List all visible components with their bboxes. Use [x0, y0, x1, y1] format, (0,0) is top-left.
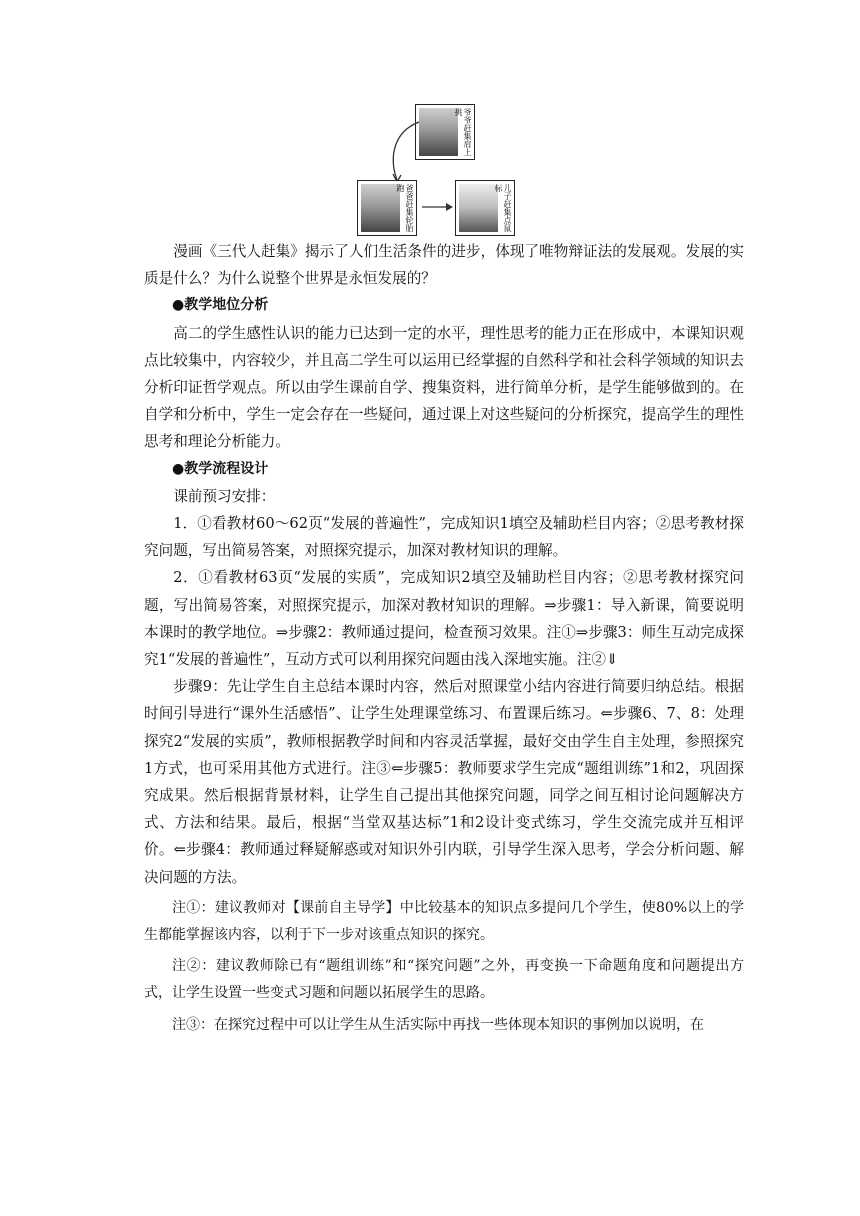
- flow-steps-paragraph: 步骤9：先让学生自主总结本课时内容，然后对照课堂小结内容进行简要归纳总结。根据时间引导进行“课外生活感悟”、让学生处理课堂练习、布置课后练习。⇐步骤6、7、8：处理探究2“发展的实质”，教师根据教学时间和内容灵活掌握，最好交由学生自主处理，参照探究1方式，也可采用其他方式进行。注③⇐步骤5：教师要求学生完成“题组训练”1和2，巩固探究成果。然后根据背景材料，让学生自己提出其他探究问题，同学之间互相讨论问题解决方式、方法和结果。最后，根据“当堂双基达标”1和2设计变式练习，学生交流完成并互相评价。⇐步骤4：教师通过释疑解惑或对知识外引内联，引导学生深入思考，学会分析问题、解决问题的方法。: [144, 678, 744, 886]
- preview-item-2: 2．①看教材63页“发展的实质”，完成知识2填空及辅助栏目内容；②思考教材探究问题，写出简易答案，对照探究提示，加深对教材知识的理解。⇒步骤1：导入新课，简要说明本课时的教学地位。⇒步骤2：教师通过提问，检查预习效果。注①⇒步骤3：师生互动完成探究1“发展的普遍性”，互动方式可以利用探究问题由浅入深地实施。注②⇓: [144, 569, 744, 669]
- note-2: 注②：建议教师除已有“题组训练”和“探究问题”之外，再变换一下命题角度和问题提出方式，让学生设置一些变式习题和问题以拓展学生的思路。: [144, 958, 744, 1002]
- preview-heading: 课前预习安排：: [173, 487, 276, 505]
- preview-item-1: 1．①看教材60～62页“发展的普遍性”，完成知识1填空及辅助栏目内容；②思考教材探究问题，写出简易答案，对照探究提示，加深对教材知识的理解。: [144, 515, 744, 560]
- cartoon-panel-son: [455, 180, 515, 236]
- cartoon-caption-father: 爸爸赶集轮胎跑: [396, 184, 414, 232]
- document-body: [144, 238, 744, 1039]
- curved-arrow-icon: [385, 118, 425, 188]
- note-1: 注①：建议教师对【课前自主导学】中比较基本的知识点多提问几个学生，使80%以上的学生都能掌握该内容，以利于下一步对该重点知识的探究。: [144, 899, 744, 944]
- section-heading-teaching-position: ●教学地位分析: [172, 297, 269, 314]
- note-3: 注③：在探究过程中可以让学生从生活实际中再找一些体现本知识的事例加以说明，在: [172, 1016, 704, 1033]
- cartoon-panel-father: [357, 180, 417, 236]
- intro-paragraph: 漫画《三代人赶集》揭示了人们生活条件的进步，体现了唯物辩证法的发展观。发展的实质是什么？为什么说整个世界是永恒发展的？: [144, 243, 744, 288]
- right-arrow-icon: [421, 200, 455, 214]
- cartoon-caption-grandpa: 爷爷赶集肩上挑: [454, 108, 472, 156]
- section-heading-teaching-flow: ●教学流程设计: [172, 460, 269, 477]
- cartoon-figure: [355, 100, 545, 240]
- cartoon-image-father: [361, 184, 400, 232]
- cartoon-image-son: [459, 184, 498, 232]
- cartoon-caption-son: 儿子赶集点鼠标: [494, 184, 512, 232]
- teaching-position-paragraph: 高二的学生感性认识的能力已达到一定的水平，理性思考的能力正在形成中，本课知识观点比较集中，内容较少，并且高二学生可以运用已经掌握的自然科学和社会科学领域的知识去分析印证哲学观点。所以由学生课前自学、搜集资料，进行简单分析，是学生能够做到的。在自学和分析中，学生一定会存在一些疑问，通过课上对这些疑问的分析探究，提高学生的理性思考和理论分析能力。: [144, 324, 744, 451]
